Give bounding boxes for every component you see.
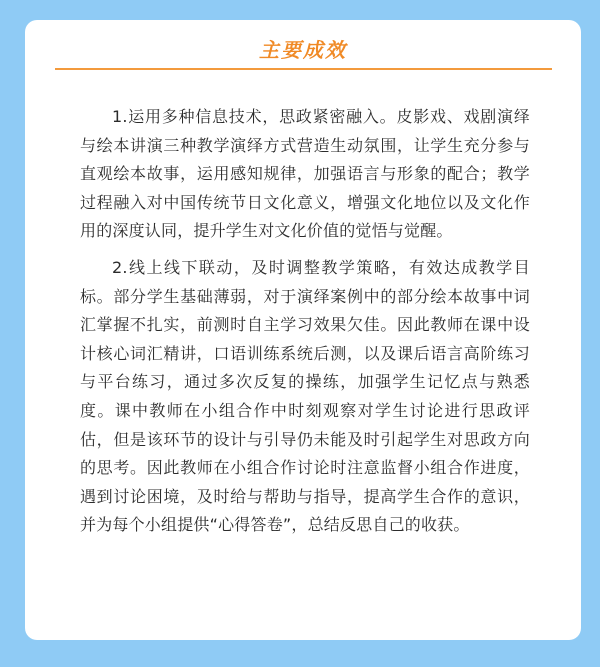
- body-text: [80, 103, 530, 548]
- paragraph-2: 2.线上线下联动，及时调整教学策略，有效达成教学目标。部分学生基础薄弱，对于演绎案例中的部分绘本故事中词汇掌握不扎实，前测时自主学习效果欠佳。因此教师在课中设计核心词汇精讲，口语训练系统后测，以及课后语言高阶练习与平台练习，通过多次反复的操练，加强学生记忆点与熟悉度。课中教师在小组合作中时刻观察对学生讨论进行思政评估，但是该环节的设计与引导仍未能及时引起学生对思政方向的思考。因此教师在小组合作讨论时注意监督小组合作进度，遇到讨论困境，及时给与帮助与指导，提高学生合作的意识，并为每个小组提供“心得答卷”，总结反思自己的收获。: [80, 257, 530, 535]
- content-card: [25, 20, 581, 640]
- section-title: 主要成效: [259, 38, 347, 62]
- paragraph-1: 1.运用多种信息技术，思政紧密融入。皮影戏、戏剧演绎与绘本讲演三种教学演绎方式营造生动氛围，让学生充分参与直观绘本故事，运用感知规律，加强语言与形象的配合；教学过程融入对中国传统节日文化意义，增强文化地位以及文化作用的深度认同，提升学生对文化价值的觉悟与觉醒。: [80, 107, 530, 241]
- title-divider: [55, 68, 552, 70]
